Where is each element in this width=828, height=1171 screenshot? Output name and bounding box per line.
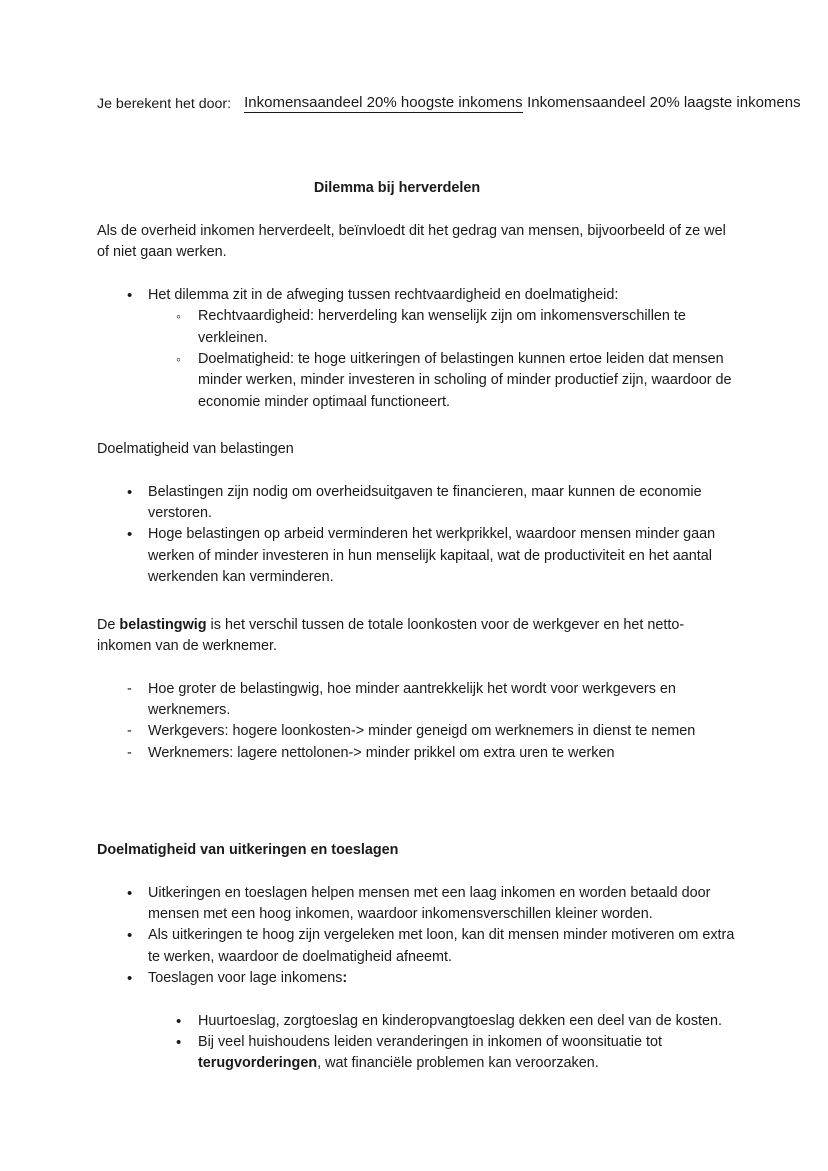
list-item — [148, 1032, 737, 1075]
bullet-dash-icon — [127, 679, 141, 700]
list-item — [97, 925, 737, 968]
list-item-label: Belastingen zijn nodig om overheidsuitgaven te financieren, maar kunnen de economie verstoren. — [148, 483, 702, 522]
bullet-dash-icon — [127, 743, 141, 764]
list-item — [97, 968, 737, 1075]
benefits-list — [97, 883, 737, 1075]
sub-bullet-text-before: Bij veel huishoudens leiden veranderingen in inkomen of woonsituatie tot — [198, 1033, 662, 1050]
belastingwig-paragraph — [97, 615, 735, 658]
paragraph-bold-term: belastingwig — [119, 616, 207, 633]
fraction-numerator: Inkomensaandeel 20% hoogste inkomens — [244, 94, 523, 111]
list-item — [148, 306, 737, 349]
list-item — [97, 679, 737, 722]
bullet-dot-icon — [176, 1011, 181, 1033]
list-item-label: Hoe groter de belastingwig, hoe minder aantrekkelijk het wordt voor werkgevers en werknemers. — [148, 680, 676, 718]
intro-paragraph: Als de overheid inkomen herverdeelt, beïnvloedt dit het gedrag van mensen, bijvoorbeeld of ze wel of niet gaan werken. — [97, 223, 726, 261]
sub-bullet-text-after: , wat financiële problemen kan veroorzaken. — [317, 1055, 599, 1072]
bullet-dot-icon — [127, 925, 141, 947]
list-item — [97, 285, 737, 413]
paragraph-text-before: De — [97, 616, 120, 633]
bullet-dash-icon — [127, 721, 141, 742]
list-item-label: Hoge belastingen op arbeid verminderen het werkprikkel, waardoor mensen minder gaan werken of minder investeren in hun menselijk kapitaal, wat de productiviteit en het aantal werkenden kan verminderen. — [148, 526, 716, 586]
list-item — [148, 1011, 737, 1032]
list-item-label: Werkgevers: hogere loonkosten-> minder geneigd om werknemers in dienst te nemen — [148, 723, 696, 740]
toeslagen-sublist — [148, 1011, 737, 1075]
bullet-dot-icon — [127, 285, 141, 307]
list-item-label: Werknemers: lagere nettolonen-> minder prikkel om extra uren te werken — [148, 744, 615, 761]
formula-lead-label: Je berekent het door: — [97, 96, 232, 112]
section-heading-taxes: Doelmatigheid van belastingen — [97, 441, 294, 458]
fraction — [244, 92, 801, 113]
dilemma-list — [97, 285, 737, 413]
list-item — [148, 349, 737, 413]
paragraph-text-after: is het verschil tussen de totale loonkosten voor de werkgever en het netto-inkomen van de werknemer. — [97, 616, 685, 655]
page-title: Dilemma bij herverdelen — [313, 180, 481, 196]
list-item-label — [148, 970, 347, 986]
bullet-dot-icon — [127, 883, 141, 905]
list-item-label: Huurtoeslag, zorgtoeslag en kinderopvangtoeslag dekken een deel van de kosten. — [198, 1012, 723, 1029]
sub-bullet-bold-term: terugvorderingen — [198, 1055, 318, 1072]
list-item-label: Het dilemma zit in de afweging tussen rechtvaardigheid en doelmatigheid: — [148, 286, 619, 303]
section-heading-benefits: Doelmatigheid van uitkeringen en toeslagen — [97, 842, 399, 859]
bullet-dot-icon — [127, 968, 141, 990]
bullet-dot-icon — [127, 524, 141, 546]
list-item — [97, 524, 737, 588]
list-item — [97, 482, 737, 525]
belastingwig-dash-list — [97, 679, 737, 765]
bullet-circle-icon — [176, 306, 181, 328]
list-item-label: Rechtvaardigheid: herverdeling kan wenselijk zijn om inkomensverschillen te verkleinen. — [198, 308, 686, 346]
bullet-circle-icon — [176, 349, 181, 371]
dilemma-sublist — [148, 306, 737, 413]
fraction-denominator: Inkomensaandeel 20% laagste inkomens — [527, 94, 801, 111]
list-item-label: Als uitkeringen te hoog zijn vergeleken met loon, kan dit mensen minder motiveren om extra te werken, waardoor de doelmatigheid afneemt. — [148, 927, 735, 965]
document-body — [97, 178, 737, 1075]
formula-block — [97, 92, 801, 115]
bullet-dot-icon — [176, 1032, 181, 1054]
taxes-list — [97, 482, 737, 589]
list-item-label: Uitkeringen en toeslagen helpen mensen met een laag inkomen en worden betaald door mensen met een hoog inkomen, waardoor inkomensverschillen kleiner worden. — [148, 884, 711, 922]
list-item-label — [198, 1034, 662, 1071]
bullet-dot-icon — [127, 482, 141, 504]
lead-in-text: Toeslagen voor lage inkomens — [148, 970, 343, 987]
list-item — [97, 721, 737, 742]
list-item — [97, 743, 737, 764]
list-item-label: Doelmatigheid: te hoge uitkeringen of belastingen kunnen ertoe leiden dat mensen minder werken, minder investeren in scholing of minder productief zijn, waardoor de economie minder optimaal functioneert. — [198, 351, 732, 410]
lead-in-colon: : — [342, 970, 348, 987]
list-item — [97, 883, 737, 926]
